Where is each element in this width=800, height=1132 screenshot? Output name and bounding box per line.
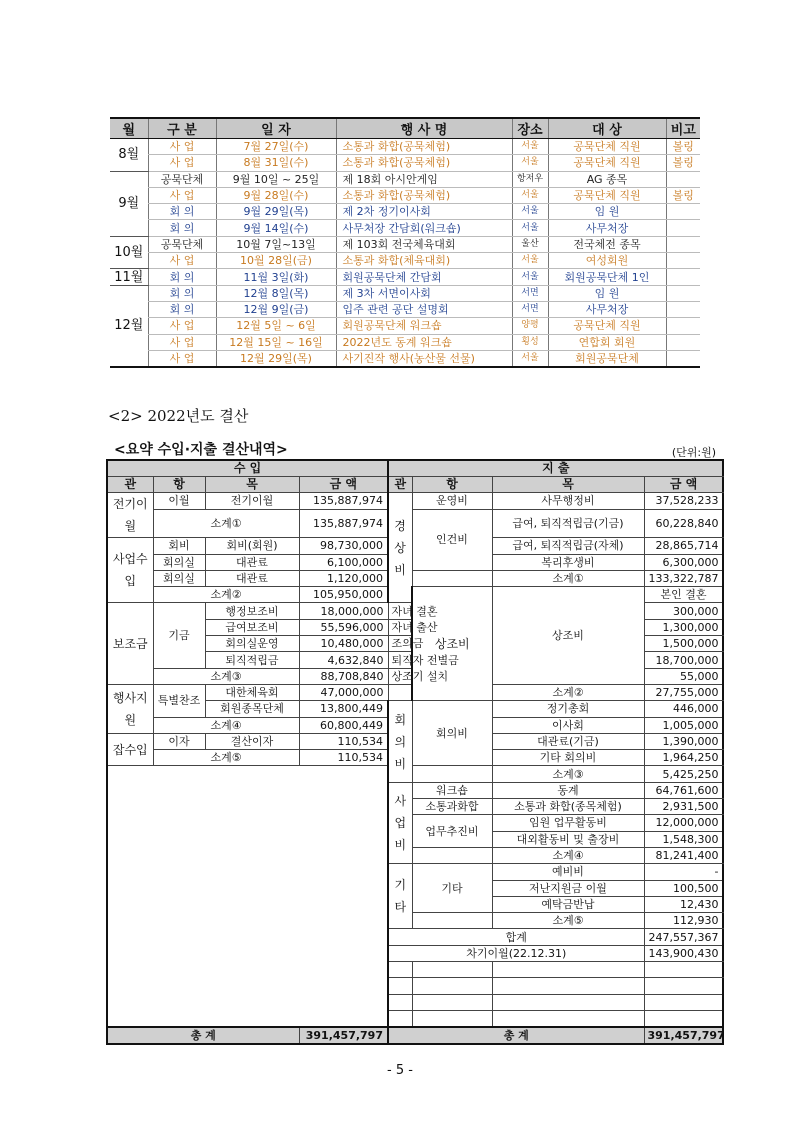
schedule-note [666, 350, 700, 367]
expense-subtotal: 81,241,400 [644, 847, 723, 863]
income-amount: 10,480,000 [299, 636, 388, 652]
col-mok: 목 [205, 477, 299, 493]
income-hang: 회의실 [153, 570, 205, 586]
header-note: 비고 [666, 118, 700, 139]
income-amount: 4,632,840 [299, 652, 388, 668]
col-gwan: 관 [388, 477, 412, 493]
income-mok: 대관료 [205, 554, 299, 570]
income-mok: 회의실운영 [205, 636, 299, 652]
income-amount: 135,887,974 [299, 493, 388, 509]
expense-mok: 자녀 결혼 [388, 603, 412, 619]
expense-subtotal-label: 소계⑤ [492, 913, 644, 929]
expense-subtotal: 133,322,787 [644, 570, 723, 586]
expense-hang: 상조비 [492, 587, 644, 685]
expense-amount: 300,000 [644, 603, 723, 619]
schedule-event: 제 2차 정기이사회 [336, 204, 512, 220]
expense-mok: 예비비 [492, 864, 644, 880]
schedule-date: 12월 15일 ~ 16일 [216, 334, 336, 350]
expense-subtotal-label: 소계② [492, 684, 644, 700]
schedule-row [110, 236, 700, 252]
schedule-row [110, 220, 700, 236]
schedule-note [666, 220, 700, 236]
expense-amount: 60,228,840 [644, 509, 723, 538]
schedule-category: 회 의 [148, 301, 216, 317]
schedule-target: AG 종목 [548, 171, 666, 187]
expense-subtotal-label: 소계③ [492, 766, 644, 782]
schedule-row [110, 171, 700, 187]
expense-amount: 55,000 [644, 668, 723, 684]
schedule-target: 임 원 [548, 285, 666, 301]
schedule-event: 소통과 화합(공묵체험) [336, 187, 512, 203]
schedule-date: 12월 9일(금) [216, 301, 336, 317]
budget-row [107, 587, 723, 603]
income-subtotal-label: 소계① [153, 509, 299, 538]
schedule-note: 볼링 [666, 155, 700, 171]
budget-top-header [107, 460, 723, 477]
expense-mok: 이사회 [492, 717, 644, 733]
expense-mok: 복리후생비 [492, 554, 644, 570]
schedule-place: 서울 [512, 220, 548, 236]
income-subtotal: 105,950,000 [299, 587, 388, 603]
schedule-target: 사무처장 [548, 220, 666, 236]
income-mok: 전기이월 [205, 493, 299, 509]
income-mok: 회비(회원) [205, 538, 299, 554]
col-mok: 목 [492, 477, 644, 493]
schedule-event: 입주 관련 공단 설명회 [336, 301, 512, 317]
income-blank-area [107, 766, 388, 1027]
expense-amount: 446,000 [644, 701, 723, 717]
schedule-event: 제 103회 전국체육대회 [336, 236, 512, 252]
col-amount: 금 액 [644, 477, 723, 493]
schedule-date: 9월 29일(목) [216, 204, 336, 220]
income-mok: 회원종목단체 [205, 701, 299, 717]
expense-mok: 사무행정비 [492, 493, 644, 509]
schedule-date: 10월 7일~13일 [216, 236, 336, 252]
schedule-date: 8월 31일(수) [216, 155, 336, 171]
schedule-date: 10월 28일(금) [216, 253, 336, 269]
event-schedule-table [110, 117, 700, 368]
schedule-row [110, 334, 700, 350]
schedule-category: 공묵단체 [148, 171, 216, 187]
income-gwan-sponsor: 행사지원 [107, 684, 153, 733]
schedule-target: 공묵단체 직원 [548, 187, 666, 203]
header-date: 일 자 [216, 118, 336, 139]
expense-amount: - [644, 864, 723, 880]
schedule-category: 사 업 [148, 139, 216, 155]
expense-mok: 대관료(기금) [492, 733, 644, 749]
expense-mok: 소통과 화합(종목체험) [492, 799, 644, 815]
schedule-category: 회 의 [148, 269, 216, 285]
schedule-category: 사 업 [148, 253, 216, 269]
expense-amount: 100,500 [644, 880, 723, 896]
schedule-category: 회 의 [148, 204, 216, 220]
expense-header: 지 출 [388, 460, 723, 477]
header-month: 월 [110, 118, 148, 139]
schedule-place: 서면 [512, 285, 548, 301]
income-subtotal-label: 소계② [153, 587, 299, 603]
schedule-header-row [110, 118, 700, 139]
schedule-date: 11월 3일(화) [216, 269, 336, 285]
schedule-event: 2022년도 동계 워크숍 [336, 334, 512, 350]
schedule-note [666, 171, 700, 187]
carry-over-label: 차기이월(22.12.31) [388, 945, 644, 961]
schedule-note [666, 269, 700, 285]
budget-row [107, 570, 723, 586]
schedule-target: 사무처장 [548, 301, 666, 317]
schedule-category: 사 업 [148, 187, 216, 203]
income-mok: 행정보조비 [205, 603, 299, 619]
expense-amount: 2,931,500 [644, 799, 723, 815]
expense-amount: 1,548,300 [644, 831, 723, 847]
income-hang: 이자 [153, 733, 205, 749]
income-mok: 대한체육회 [205, 684, 299, 700]
schedule-category: 사 업 [148, 318, 216, 334]
col-hang: 항 [412, 477, 492, 493]
schedule-target: 연합회 회원 [548, 334, 666, 350]
schedule-target: 공묵단체 직원 [548, 139, 666, 155]
income-subtotal-label: 소계⑤ [153, 750, 299, 766]
expense-amount: 12,430 [644, 896, 723, 912]
income-hang: 회비 [153, 538, 205, 554]
expense-mok: 동계 [492, 782, 644, 798]
expense-gwan-etc: 기타 [388, 864, 412, 929]
schedule-event: 사무처장 간담회(워크숍) [336, 220, 512, 236]
col-hang: 항 [153, 477, 205, 493]
income-amount: 47,000,000 [299, 684, 388, 700]
income-subtotal: 88,708,840 [299, 668, 388, 684]
income-gwan-subsidy: 보조금 [107, 603, 153, 684]
schedule-place: 서울 [512, 139, 548, 155]
schedule-place: 서울 [512, 204, 548, 220]
schedule-note [666, 285, 700, 301]
budget-col-header [107, 477, 723, 493]
income-gwan-transfer: 전기이월 [107, 493, 153, 538]
schedule-month: 10월 [110, 236, 148, 269]
schedule-place: 서울 [512, 253, 548, 269]
schedule-note [666, 204, 700, 220]
schedule-target: 전국체전 종목 [548, 236, 666, 252]
schedule-month: 11월 [110, 269, 148, 285]
income-mok: 급여보조비 [205, 619, 299, 635]
schedule-month: 9월 [110, 171, 148, 236]
expense-amount: 28,865,714 [644, 538, 723, 554]
grand-total-expense: 391,457,797 [644, 1027, 723, 1044]
expense-amount: 64,761,600 [644, 782, 723, 798]
schedule-date: 7월 27일(수) [216, 139, 336, 155]
grand-total-label: 총 계 [388, 1027, 644, 1044]
schedule-category: 사 업 [148, 334, 216, 350]
budget-row [107, 766, 723, 782]
income-mok: 퇴직적립금 [205, 652, 299, 668]
expense-subtotal: 112,930 [644, 913, 723, 929]
expense-total: 247,557,367 [644, 929, 723, 945]
schedule-place: 서면 [512, 301, 548, 317]
header-target: 대 상 [548, 118, 666, 139]
schedule-month: 12월 [110, 285, 148, 367]
expense-mok: 상조기 설치 [388, 668, 412, 684]
expense-mok: 대외활동비 및 출장비 [492, 831, 644, 847]
schedule-target: 회원공묵단체 1인 [548, 269, 666, 285]
expense-subtotal: 5,425,250 [644, 766, 723, 782]
schedule-category: 사 업 [148, 350, 216, 367]
schedule-place: 울산 [512, 236, 548, 252]
schedule-row [110, 253, 700, 269]
schedule-date: 12월 5일 ~ 6일 [216, 318, 336, 334]
expense-amount: 1,300,000 [644, 619, 723, 635]
expense-gwan-meeting: 회의비 [388, 701, 412, 782]
expense-mok: 저난지원금 이월 [492, 880, 644, 896]
income-hang: 기금 [153, 603, 205, 668]
schedule-note [666, 236, 700, 252]
income-hang: 이월 [153, 493, 205, 509]
expense-amount: 6,300,000 [644, 554, 723, 570]
budget-row [107, 509, 723, 538]
expense-hang: 업무추진비 [412, 815, 492, 848]
grand-total-label: 총 계 [107, 1027, 299, 1044]
page-number: - 5 - [387, 1063, 413, 1078]
schedule-row [110, 269, 700, 285]
schedule-target: 회원공묵단체 [548, 350, 666, 367]
income-hang: 회의실 [153, 554, 205, 570]
income-subtotal: 110,534 [299, 750, 388, 766]
income-hang: 특별찬조 [153, 684, 205, 717]
income-subtotal-label: 소계③ [153, 668, 299, 684]
schedule-place: 서울 [512, 187, 548, 203]
income-amount: 13,800,449 [299, 701, 388, 717]
income-amount: 55,596,000 [299, 619, 388, 635]
expense-subtotal: 27,755,000 [644, 684, 723, 700]
schedule-event: 회원공묵단체 워크숍 [336, 318, 512, 334]
col-amount: 금 액 [299, 477, 388, 493]
schedule-place: 횡성 [512, 334, 548, 350]
expense-mok: 정기총회 [492, 701, 644, 717]
expense-mok: 급여, 퇴직적립금(기금) [492, 509, 644, 538]
schedule-event: 회원공묵단체 간담회 [336, 269, 512, 285]
income-subtotal: 135,887,974 [299, 509, 388, 538]
schedule-note: 볼링 [666, 187, 700, 203]
expense-mok: 기타 회의비 [492, 750, 644, 766]
income-gwan-misc: 잡수입 [107, 733, 153, 766]
expense-hang: 운영비 [412, 493, 492, 509]
income-amount: 98,730,000 [299, 538, 388, 554]
schedule-note: 볼링 [666, 139, 700, 155]
expense-amount: 12,000,000 [644, 815, 723, 831]
expense-amount: 37,528,233 [644, 493, 723, 509]
schedule-date: 9월 10일 ~ 25일 [216, 171, 336, 187]
income-mok: 결산이자 [205, 733, 299, 749]
schedule-row [110, 139, 700, 155]
header-place: 장소 [512, 118, 548, 139]
schedule-target: 여성회원 [548, 253, 666, 269]
schedule-place: 양평 [512, 318, 548, 334]
schedule-event: 소통과 화합(체육대회) [336, 253, 512, 269]
expense-mok: 급여, 퇴직적립금(자체) [492, 538, 644, 554]
income-amount: 110,534 [299, 733, 388, 749]
schedule-row [110, 155, 700, 171]
schedule-note [666, 334, 700, 350]
expense-hang: 인건비 [412, 509, 492, 570]
schedule-note [666, 318, 700, 334]
income-header: 수 입 [107, 460, 388, 477]
schedule-month: 8월 [110, 139, 148, 172]
schedule-category: 공묵단체 [148, 236, 216, 252]
grand-total-row [107, 1027, 723, 1044]
section-title: <2> 2022년도 결산 [108, 407, 249, 425]
header-category: 구 분 [148, 118, 216, 139]
schedule-event: 소통과 화합(공묵체험) [336, 155, 512, 171]
expense-subtotal-label: 소계① [492, 570, 644, 586]
schedule-event: 소통과 화합(공묵체험) [336, 139, 512, 155]
carry-over-amount: 143,900,430 [644, 945, 723, 961]
expense-gwan-aid: 상조비 [412, 587, 492, 701]
expense-amount: 1,390,000 [644, 733, 723, 749]
schedule-row [110, 318, 700, 334]
expense-amount: 1,005,000 [644, 717, 723, 733]
expense-mok: 임원 업무활동비 [492, 815, 644, 831]
schedule-date: 9월 28일(수) [216, 187, 336, 203]
budget-summary-table [106, 459, 724, 1045]
expense-mok: 본인 결혼 [644, 587, 723, 603]
income-gwan-biz: 사업수입 [107, 538, 153, 603]
schedule-date: 9월 14일(수) [216, 220, 336, 236]
expense-hang: 소통과화합 [412, 799, 492, 815]
expense-hang: 회의비 [412, 701, 492, 766]
expense-amount: 18,700,000 [644, 652, 723, 668]
income-amount: 18,000,000 [299, 603, 388, 619]
schedule-row [110, 204, 700, 220]
schedule-category: 회 의 [148, 285, 216, 301]
schedule-place: 서울 [512, 155, 548, 171]
expense-mok: 예탁금반납 [492, 896, 644, 912]
income-amount: 1,120,000 [299, 570, 388, 586]
schedule-target: 공묵단체 직원 [548, 155, 666, 171]
schedule-note [666, 253, 700, 269]
expense-mok: 퇴직자 전별금 [388, 652, 412, 668]
income-amount: 6,100,000 [299, 554, 388, 570]
schedule-event: 사기진작 행사(농산물 선물) [336, 350, 512, 367]
schedule-event: 제 3차 서면이사회 [336, 285, 512, 301]
expense-hang: 기타 [412, 864, 492, 913]
schedule-row [110, 187, 700, 203]
schedule-place: 서울 [512, 350, 548, 367]
schedule-row [110, 350, 700, 367]
income-subtotal-label: 소계④ [153, 717, 299, 733]
schedule-date: 12월 8일(목) [216, 285, 336, 301]
schedule-category: 회 의 [148, 220, 216, 236]
col-gwan: 관 [107, 477, 153, 493]
expense-gwan-biz: 사업비 [388, 782, 412, 863]
schedule-row [110, 301, 700, 317]
budget-row [107, 493, 723, 509]
schedule-note [666, 301, 700, 317]
schedule-place: 서울 [512, 269, 548, 285]
grand-total-income: 391,457,797 [299, 1027, 388, 1044]
unit-label: (단위:원) [671, 446, 716, 459]
income-mok: 대관료 [205, 570, 299, 586]
schedule-event: 제 18회 아시안게임 [336, 171, 512, 187]
expense-subtotal-label: 소계④ [492, 847, 644, 863]
income-subtotal: 60,800,449 [299, 717, 388, 733]
header-event: 행 사 명 [336, 118, 512, 139]
expense-mok: 자녀 출산 [388, 619, 412, 635]
summary-title: <요약 수입·지출 결산내역> [114, 442, 288, 458]
schedule-date: 12월 29일(목) [216, 350, 336, 367]
expense-hang: 워크숍 [412, 782, 492, 798]
schedule-target: 임 원 [548, 204, 666, 220]
expense-gwan-op: 경상비 [388, 493, 412, 603]
schedule-row [110, 285, 700, 301]
schedule-place: 항저우 [512, 171, 548, 187]
expense-total-label: 합계 [388, 929, 644, 945]
expense-amount: 1,500,000 [644, 636, 723, 652]
schedule-target: 공묵단체 직원 [548, 318, 666, 334]
expense-mok: 조의금 [388, 636, 412, 652]
schedule-category: 사 업 [148, 155, 216, 171]
expense-amount: 1,964,250 [644, 750, 723, 766]
